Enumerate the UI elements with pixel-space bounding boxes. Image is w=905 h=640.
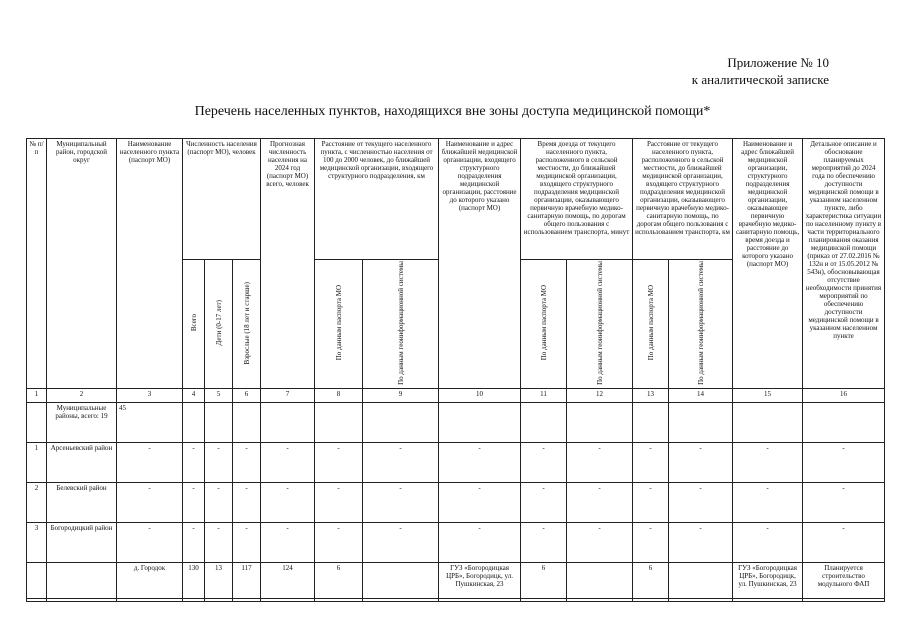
cell-rural-distance-passport: - bbox=[633, 482, 669, 522]
cell-forecast: - bbox=[261, 482, 315, 522]
cell-rural-distance-gis bbox=[669, 562, 733, 598]
header-col-5: Дети (0-17 лет) bbox=[205, 260, 233, 389]
cell-time-gis: - bbox=[567, 522, 633, 562]
column-number: 15 bbox=[733, 388, 803, 402]
column-number: 7 bbox=[261, 388, 315, 402]
column-number: 4 bbox=[183, 388, 205, 402]
table-row bbox=[27, 402, 885, 442]
cell-distance-gis: - bbox=[363, 522, 439, 562]
header-col-16: Детальное описание и обоснование планируемых мероприятий до 2024 года по обеспечению доступности медицинской помощи в указанном населенном пункте, либо характеристика ситуации по населенному пункту в части территориального планирования оказания медицинской помощи (приказ от 27.02.2016 № 132н и от 15.05.2012 № 543н), обосновывающая отсутствие необходимости принятия мероприятий по обеспечению доступности медицинской помощи в указанном населенном пункте bbox=[803, 139, 885, 389]
header-col-6: Взрослые (18 лет и старше) bbox=[233, 260, 261, 389]
cell-num: 2 bbox=[27, 482, 47, 522]
header-col-4: Всего bbox=[183, 260, 205, 389]
cell-time-passport: - bbox=[521, 482, 567, 522]
cell-primary-care-org bbox=[733, 402, 803, 442]
cell-distance-gis bbox=[363, 562, 439, 598]
table-row bbox=[27, 522, 885, 562]
column-number: 2 bbox=[47, 388, 117, 402]
cell-rural-distance-passport bbox=[633, 402, 669, 442]
cell-time-gis: - bbox=[567, 442, 633, 482]
header-col-8: По данным паспорта МО bbox=[315, 260, 363, 389]
column-number: 10 bbox=[439, 388, 521, 402]
cell-rural-distance-passport: - bbox=[633, 442, 669, 482]
cell-time-gis bbox=[567, 402, 633, 442]
cell-measures bbox=[803, 402, 885, 442]
cell-time-passport: 6 bbox=[521, 562, 567, 598]
header-col-13: По данным паспорта МО bbox=[633, 260, 669, 389]
appendix-note bbox=[692, 54, 829, 88]
cell-settlement: 45 bbox=[117, 402, 183, 442]
header-col-3: Наименование населенного пункта (паспорт МО) bbox=[117, 139, 183, 389]
header-col-1: № п/п bbox=[27, 139, 47, 389]
table-row bbox=[27, 442, 885, 482]
cell-total bbox=[183, 402, 205, 442]
cell-settlement: - bbox=[117, 442, 183, 482]
appendix-line-1: Приложение № 10 bbox=[727, 55, 829, 70]
column-numbers-row bbox=[27, 388, 885, 402]
header-distance-group: Расстояние от текущего населенного пункта, с численностью населения от 100 до 2000 человек, до ближайшей медицинской организации, входящего структурного подразделения, км bbox=[315, 139, 439, 260]
cell-time-gis bbox=[567, 562, 633, 598]
cell-forecast: - bbox=[261, 442, 315, 482]
cell-forecast: 124 bbox=[261, 562, 315, 598]
settlements-table bbox=[26, 138, 885, 602]
cell-rural-distance-gis bbox=[669, 402, 733, 442]
cell-primary-care-org: - bbox=[733, 442, 803, 482]
cell-total: - bbox=[183, 482, 205, 522]
column-number: 6 bbox=[233, 388, 261, 402]
cell-num: 1 bbox=[27, 442, 47, 482]
header-col-14: По данным геоинформационной системы bbox=[669, 260, 733, 389]
header-col-10: Наименование и адрес ближайшей медицинской организации, входящего структурного подразделения медицинской организации, расстояние до которого указано (паспорт МО) bbox=[439, 139, 521, 389]
document-title: Перечень населенных пунктов, находящихся вне зоны доступа медицинской помощи* bbox=[194, 104, 711, 119]
cell-adults bbox=[233, 402, 261, 442]
cell-rural-distance-passport: 6 bbox=[633, 562, 669, 598]
header-col-7: Прогнозная численность населения на 2024 год (паспорт МО) всего, человек bbox=[261, 139, 315, 389]
cell-primary-care-org: ГУЗ «Богородицкая ЦРБ», Богородицк, ул. Пушкинская, 23 bbox=[733, 562, 803, 598]
cell-measures: - bbox=[803, 522, 885, 562]
cell-distance-gis: - bbox=[363, 482, 439, 522]
cell-total: - bbox=[183, 442, 205, 482]
cell-distance-passport bbox=[315, 402, 363, 442]
cell-district bbox=[47, 562, 117, 598]
cell-distance-passport: - bbox=[315, 442, 363, 482]
cell-distance-passport: - bbox=[315, 522, 363, 562]
cell-distance-passport: 6 bbox=[315, 562, 363, 598]
cell-settlement: - bbox=[117, 482, 183, 522]
header-col-15: Наименование и адрес ближайшей медицинской организации, структурного подразделения медицинской организации, оказывающее первичную врачебную медико-санитарную помощь, время доезда и расстояние до которого указано (паспорт МО) bbox=[733, 139, 803, 389]
cell-total: - bbox=[183, 522, 205, 562]
header-col-2: Муниципальный район, городской округ bbox=[47, 139, 117, 389]
column-number: 16 bbox=[803, 388, 885, 402]
column-number: 14 bbox=[669, 388, 733, 402]
column-number: 11 bbox=[521, 388, 567, 402]
cell-nearest-org: ГУЗ «Богородицкая ЦРБ», Богородицк, ул. Пушкинская, 23 bbox=[439, 562, 521, 598]
header-travel-time-group: Время доезда от текущего населенного пункта, расположенного в сельской местности, до ближайшей медицинской организации, входящего структурного подразделения медицинской организации, оказывающего первичную врачебную медико-санитарную помощь, по дорогам общего пользования с использованием транспорта, минут bbox=[521, 139, 633, 260]
cell-distance-gis: - bbox=[363, 442, 439, 482]
cell-num bbox=[27, 562, 47, 598]
header-row-1 bbox=[27, 139, 885, 260]
column-number: 1 bbox=[27, 388, 47, 402]
cell-adults: - bbox=[233, 522, 261, 562]
table-row-empty bbox=[27, 598, 885, 601]
cell-measures: - bbox=[803, 482, 885, 522]
column-number: 3 bbox=[117, 388, 183, 402]
column-number: 5 bbox=[205, 388, 233, 402]
cell-rural-distance-gis: - bbox=[669, 482, 733, 522]
cell-children: 13 bbox=[205, 562, 233, 598]
cell-children: - bbox=[205, 442, 233, 482]
cell-primary-care-org: - bbox=[733, 522, 803, 562]
cell-distance-passport: - bbox=[315, 482, 363, 522]
cell-num: 3 bbox=[27, 522, 47, 562]
header-population-group: Численность населения (паспорт МО), человек bbox=[183, 139, 261, 260]
header-rural-distance-group: Расстояние от текущего населенного пункта, расположенного в сельской местности, до ближайшей медицинской организации, входящего структурного подразделения медицинской организации, оказывающего первичную врачебную медико-санитарную помощь, по дорогам общего пользования с использованием транспорта, км bbox=[633, 139, 733, 260]
cell-total: 130 bbox=[183, 562, 205, 598]
cell-rural-distance-gis: - bbox=[669, 522, 733, 562]
header-col-11: По данным паспорта МО bbox=[521, 260, 567, 389]
appendix-line-2: к аналитической записке bbox=[691, 72, 829, 87]
cell-nearest-org bbox=[439, 402, 521, 442]
cell-forecast bbox=[261, 402, 315, 442]
table-row bbox=[27, 482, 885, 522]
cell-rural-distance-passport: - bbox=[633, 522, 669, 562]
cell-children bbox=[205, 402, 233, 442]
column-number: 9 bbox=[363, 388, 439, 402]
cell-time-passport: - bbox=[521, 522, 567, 562]
cell-nearest-org: - bbox=[439, 442, 521, 482]
cell-district: Богородицкий район bbox=[47, 522, 117, 562]
cell-adults: - bbox=[233, 482, 261, 522]
header-col-9: По данным геоинформационной системы bbox=[363, 260, 439, 389]
column-number: 13 bbox=[633, 388, 669, 402]
cell-time-gis: - bbox=[567, 482, 633, 522]
column-number: 8 bbox=[315, 388, 363, 402]
header-col-12: По данным геоинформационной системы bbox=[567, 260, 633, 389]
cell-forecast: - bbox=[261, 522, 315, 562]
cell-nearest-org: - bbox=[439, 522, 521, 562]
cell-district: Муниципальные районы, всего: 19 bbox=[47, 402, 117, 442]
cell-time-passport bbox=[521, 402, 567, 442]
table-row bbox=[27, 562, 885, 598]
cell-adults: 117 bbox=[233, 562, 261, 598]
cell-settlement: д. Городок bbox=[117, 562, 183, 598]
cell-settlement: - bbox=[117, 522, 183, 562]
cell-rural-distance-gis: - bbox=[669, 442, 733, 482]
cell-nearest-org: - bbox=[439, 482, 521, 522]
cell-measures: - bbox=[803, 442, 885, 482]
cell-primary-care-org: - bbox=[733, 482, 803, 522]
column-number: 12 bbox=[567, 388, 633, 402]
cell-adults: - bbox=[233, 442, 261, 482]
cell-district: Арсеньевский район bbox=[47, 442, 117, 482]
cell-distance-gis bbox=[363, 402, 439, 442]
cell-num bbox=[27, 402, 47, 442]
cell-children: - bbox=[205, 522, 233, 562]
cell-time-passport: - bbox=[521, 442, 567, 482]
cell-children: - bbox=[205, 482, 233, 522]
cell-district: Белевский район bbox=[47, 482, 117, 522]
cell-measures: Планируется строительство модульного ФАП bbox=[803, 562, 885, 598]
